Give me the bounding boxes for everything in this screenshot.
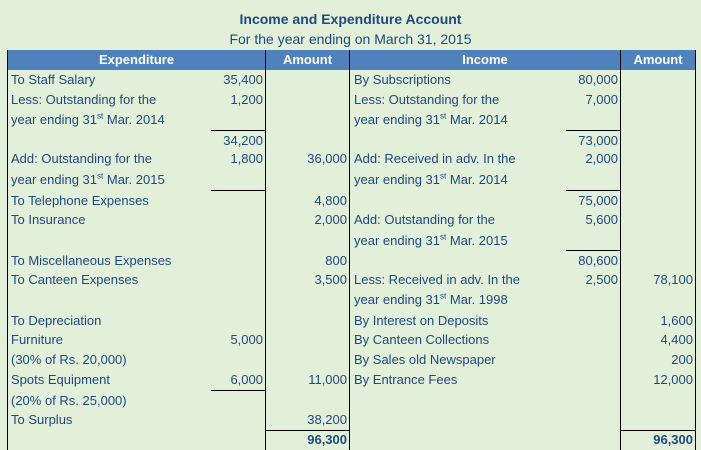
income-add-outstanding-amount: 5,600 (585, 212, 618, 227)
misc-label: To Miscellaneous Expenses (11, 253, 172, 268)
subtotal-73000: 73,000 (578, 133, 618, 148)
newspaper-label: By Sales old Newspaper (354, 352, 496, 367)
subscriptions-label: By Subscriptions (354, 72, 451, 87)
telephone-amount: 4,800 (314, 193, 347, 208)
subtotal-80600: 80,600 (578, 253, 618, 268)
subtotal-line-left-3 (211, 390, 265, 391)
entrance-fees-label: By Entrance Fees (354, 372, 458, 387)
year-2015-label: year ending 31st Mar. 2015 (11, 171, 165, 187)
border-left (7, 50, 8, 450)
header-expenditure: Expenditure (8, 50, 265, 70)
subtotal-line-left-2 (211, 190, 265, 191)
canteen-exp-label: To Canteen Expenses (11, 272, 139, 287)
expenditure-total: 96,300 (307, 432, 347, 447)
income-total: 96,300 (653, 432, 693, 447)
income-less-outstanding-amount: 7,000 (585, 92, 618, 107)
divider-col2 (349, 50, 350, 450)
canteen-collections-label: By Canteen Collections (354, 332, 490, 347)
staff-salary-label: To Staff Salary (11, 72, 96, 87)
add-outstanding-amount: 1,800 (230, 151, 263, 166)
header-amount-left: Amount (266, 50, 349, 70)
misc-amount: 800 (325, 253, 347, 268)
year-2014-label: year ending 31st Mar. 2014 (11, 111, 165, 127)
income-year-1998-label: year ending 31st Mar. 1998 (354, 291, 508, 307)
header-income: Income (350, 50, 620, 70)
add-outstanding-label: Add: Outstanding for the (11, 151, 152, 166)
divider-col3 (620, 50, 621, 450)
telephone-label: To Telephone Expenses (11, 193, 149, 208)
subtotal-75000: 75,000 (578, 193, 618, 208)
staff-salary-amount: 35,400 (223, 72, 263, 87)
canteen-exp-amount: 3,500 (314, 272, 347, 287)
spots-equipment-amount: 6,000 (230, 372, 263, 387)
income-year-2015-label: year ending 31st Mar. 2015 (354, 232, 508, 248)
depreciation-total: 11,000 (308, 372, 347, 387)
less-received-adv-amount: 2,500 (585, 272, 618, 287)
furniture-label: Furniture (11, 332, 64, 347)
account-subtitle: For the year ending on March 31, 2015 (229, 31, 472, 47)
interest-label: By Interest on Deposits (354, 313, 489, 328)
spots-equipment-label: Spots Equipment (11, 372, 111, 387)
subscriptions-total: 78,100 (653, 272, 693, 287)
insurance-amount: 2,000 (314, 212, 347, 227)
interest-amount: 1,600 (660, 313, 693, 328)
furniture-amount: 5,000 (230, 332, 263, 347)
entrance-fees-amount: 12,000 (653, 372, 693, 387)
salary-total: 36,000 (307, 151, 347, 166)
border-right (695, 50, 696, 450)
divider-col1 (265, 50, 266, 450)
canteen-collections-amount: 4,400 (660, 332, 693, 347)
income-add-outstanding-label: Add: Outstanding for the (354, 212, 495, 227)
spots-rate: (20% of Rs. 25,000) (11, 393, 127, 408)
subscriptions-amount: 80,000 (578, 72, 618, 87)
income-year-2014b-label: year ending 31st Mar. 2014 (354, 171, 508, 187)
income-year-2014-label: year ending 31st Mar. 2014 (354, 111, 508, 127)
income-less-outstanding-label: Less: Outstanding for the (354, 92, 500, 107)
insurance-label: To Insurance (11, 212, 86, 227)
account-title: Income and Expenditure Account (239, 11, 462, 27)
add-received-adv-label: Add: Received in adv. In the (354, 151, 516, 166)
less-outstanding-label: Less: Outstanding for the (11, 92, 157, 107)
depreciation-label: To Depreciation (11, 313, 102, 328)
add-received-adv-amount: 2,000 (585, 151, 618, 166)
less-received-adv-label: Less: Received in adv. In the (354, 272, 520, 287)
header-amount-right: Amount (621, 50, 695, 70)
surplus-amount: 38,200 (307, 412, 347, 427)
newspaper-amount: 200 (671, 352, 693, 367)
subtotal-34200: 34,200 (223, 133, 263, 148)
furniture-rate: (30% of Rs. 20,000) (11, 352, 127, 367)
less-outstanding-amount: 1,200 (230, 92, 263, 107)
surplus-label: To Surplus (11, 412, 73, 427)
